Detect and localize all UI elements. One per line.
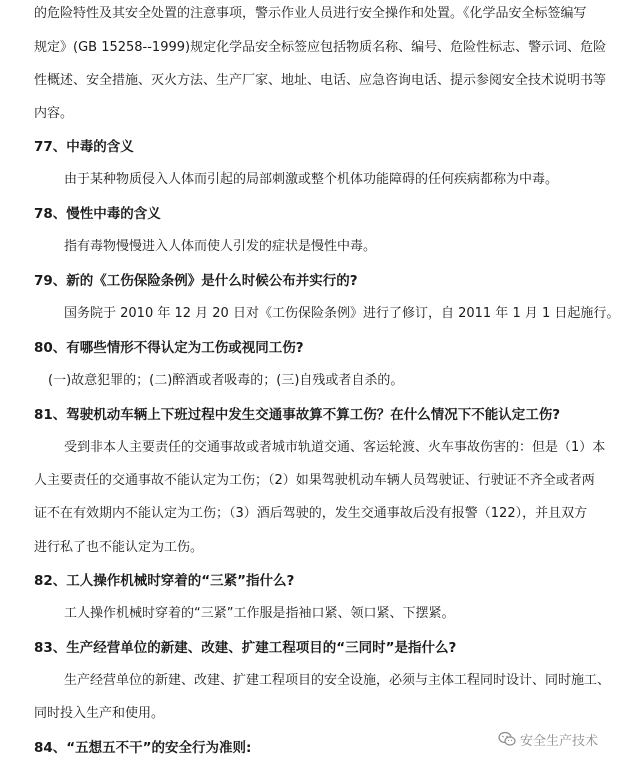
question-83-answer-line-2: 同时投入生产和使用。 xyxy=(34,706,165,721)
intro-line-4: 内容。 xyxy=(34,106,74,121)
question-81-answer-line-1: 受到非本人主要责任的交通事故或者城市轨道交通、客运轮渡、火车事故伤害的：但是（1）本 xyxy=(64,440,606,455)
question-80-answer: (一)故意犯罪的；(二)醉酒或者吸毒的；(三)自残或者自杀的。 xyxy=(48,373,404,388)
question-79-answer: 国务院于 2010 年 12 月 20 日对《工伤保险条例》进行了修订，自 2011 年 1 月 1 日起施行。 xyxy=(64,306,620,321)
question-81-answer-line-2: 人主要责任的交通事故不能认定为工伤；（2）如果驾驶机动车辆人员驾驶证、行驶证不齐全或者两 xyxy=(34,473,595,488)
question-77-answer: 由于某种物质侵入人体而引起的局部刺激或整个机体功能障碍的任何疾病都称为中毒。 xyxy=(64,172,559,187)
question-78-answer: 指有毒物慢慢进入人体而使人引发的症状是慢性中毒。 xyxy=(64,239,377,254)
question-78-title: 78、慢性中毒的含义 xyxy=(34,206,161,222)
wechat-icon xyxy=(498,731,516,747)
intro-line-1: 的危险特性及其安全处置的注意事项，警示作业人员进行安全操作和处置。《化学品安全标签编写 xyxy=(34,6,587,21)
watermark xyxy=(498,728,598,750)
question-83-answer-line-1: 生产经营单位的新建、改建、扩建工程项目的安全设施，必须与主体工程同时设计、同时施工、 xyxy=(64,673,611,688)
intro-line-3: 性概述、安全措施、灭火方法、生产厂家、地址、电话、应急咨询电话、提示参阅安全技术说明书等 xyxy=(34,73,607,88)
question-83-title: 83、生产经营单位的新建、改建、扩建工程项目的“三同时”是指什么? xyxy=(34,640,457,656)
intro-line-2: 规定》(GB 15258--1999)规定化学品安全标签应包括物质名称、编号、危险性标志、警示词、危险 xyxy=(34,40,607,55)
question-79-title: 79、新的《工伤保险条例》是什么时候公布并实行的? xyxy=(34,273,358,289)
watermark-text: 安全生产技术 xyxy=(520,733,599,749)
question-77-title: 77、中毒的含义 xyxy=(34,139,134,155)
question-82-answer: 工人操作机械时穿着的“三紧”工作服是指袖口紧、领口紧、下摆紧。 xyxy=(64,606,455,621)
question-82-title: 82、工人操作机械时穿着的“三紧”指什么? xyxy=(34,573,295,589)
question-81-title: 81、驾驶机动车辆上下班过程中发生交通事故算不算工伤？在什么情况下不能认定工伤? xyxy=(34,407,561,423)
question-81-answer-line-4: 进行私了也不能认定为工伤。 xyxy=(34,540,204,555)
question-84-title: 84、“五想五不干”的安全行为准则: xyxy=(34,740,252,756)
question-81-answer-line-3: 证不在有效期内不能认定为工伤；（3）酒后驾驶的，发生交通事故后没有报警（122），并且双方 xyxy=(34,506,588,521)
question-80-title: 80、有哪些情形不得认定为工伤或视同工伤? xyxy=(34,340,304,356)
